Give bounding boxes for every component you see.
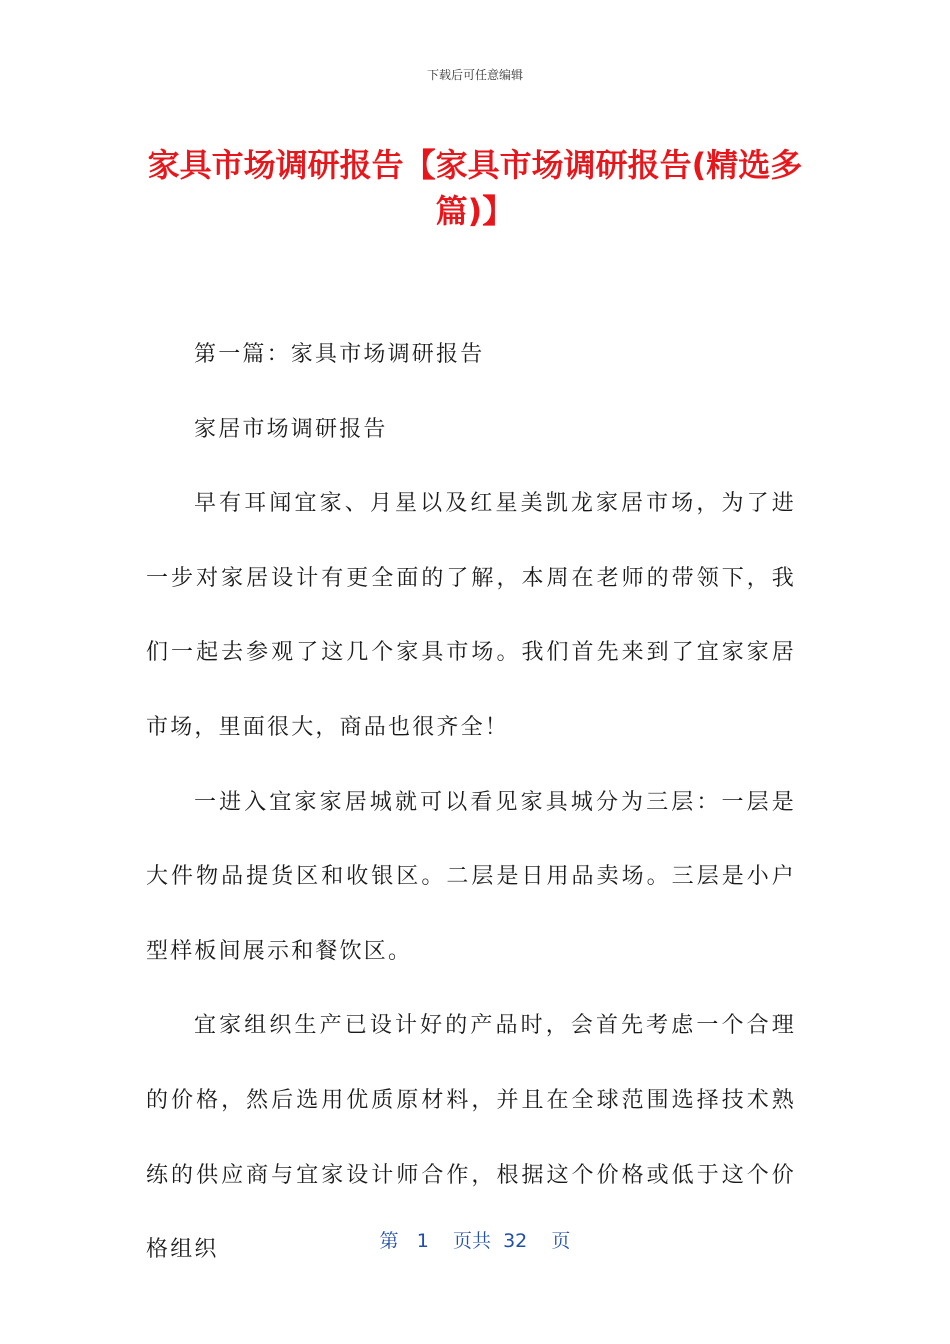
footer-current-page: 1: [416, 1230, 429, 1252]
paragraph-section-heading: 第一篇：家具市场调研报告: [194, 342, 485, 367]
paragraph-floors: 一进入宜家家居城就可以看见家具城分为三层：一层是大件物品提货区和收银区。二层是日用品卖场。三层是小户型样板间展示和餐饮区。: [146, 789, 796, 964]
paragraph-production: 宜家组织生产已设计好的产品时，会首先考虑一个合理的价格，然后选用优质原材料，并且在全球范围选择技术熟练的供应商与宜家设计师合作，根据这个价格或低于这个价格组织: [146, 1013, 796, 1263]
footer-total-pages: 32: [503, 1230, 528, 1252]
page-footer: [0, 1226, 950, 1253]
document-body: [146, 318, 796, 1288]
footer-suffix: 页: [551, 1230, 571, 1252]
header-note: 下载后可任意编辑: [426, 68, 523, 82]
document-title: 家具市场调研报告【家具市场调研报告(精选多篇)】: [147, 146, 803, 230]
footer-prefix: 第: [379, 1230, 399, 1252]
paragraph-subtitle: 家居市场调研报告: [194, 416, 388, 442]
footer-middle: 页共: [452, 1230, 491, 1252]
paragraph-intro: 早有耳闻宜家、月星以及红星美凯龙家居市场，为了进一步对家居设计有更全面的了解，本周在老师的带领下，我们一起去参观了这几个家具市场。我们首先来到了宜家家居市场，里面很大，商品也很齐全！: [146, 491, 796, 740]
